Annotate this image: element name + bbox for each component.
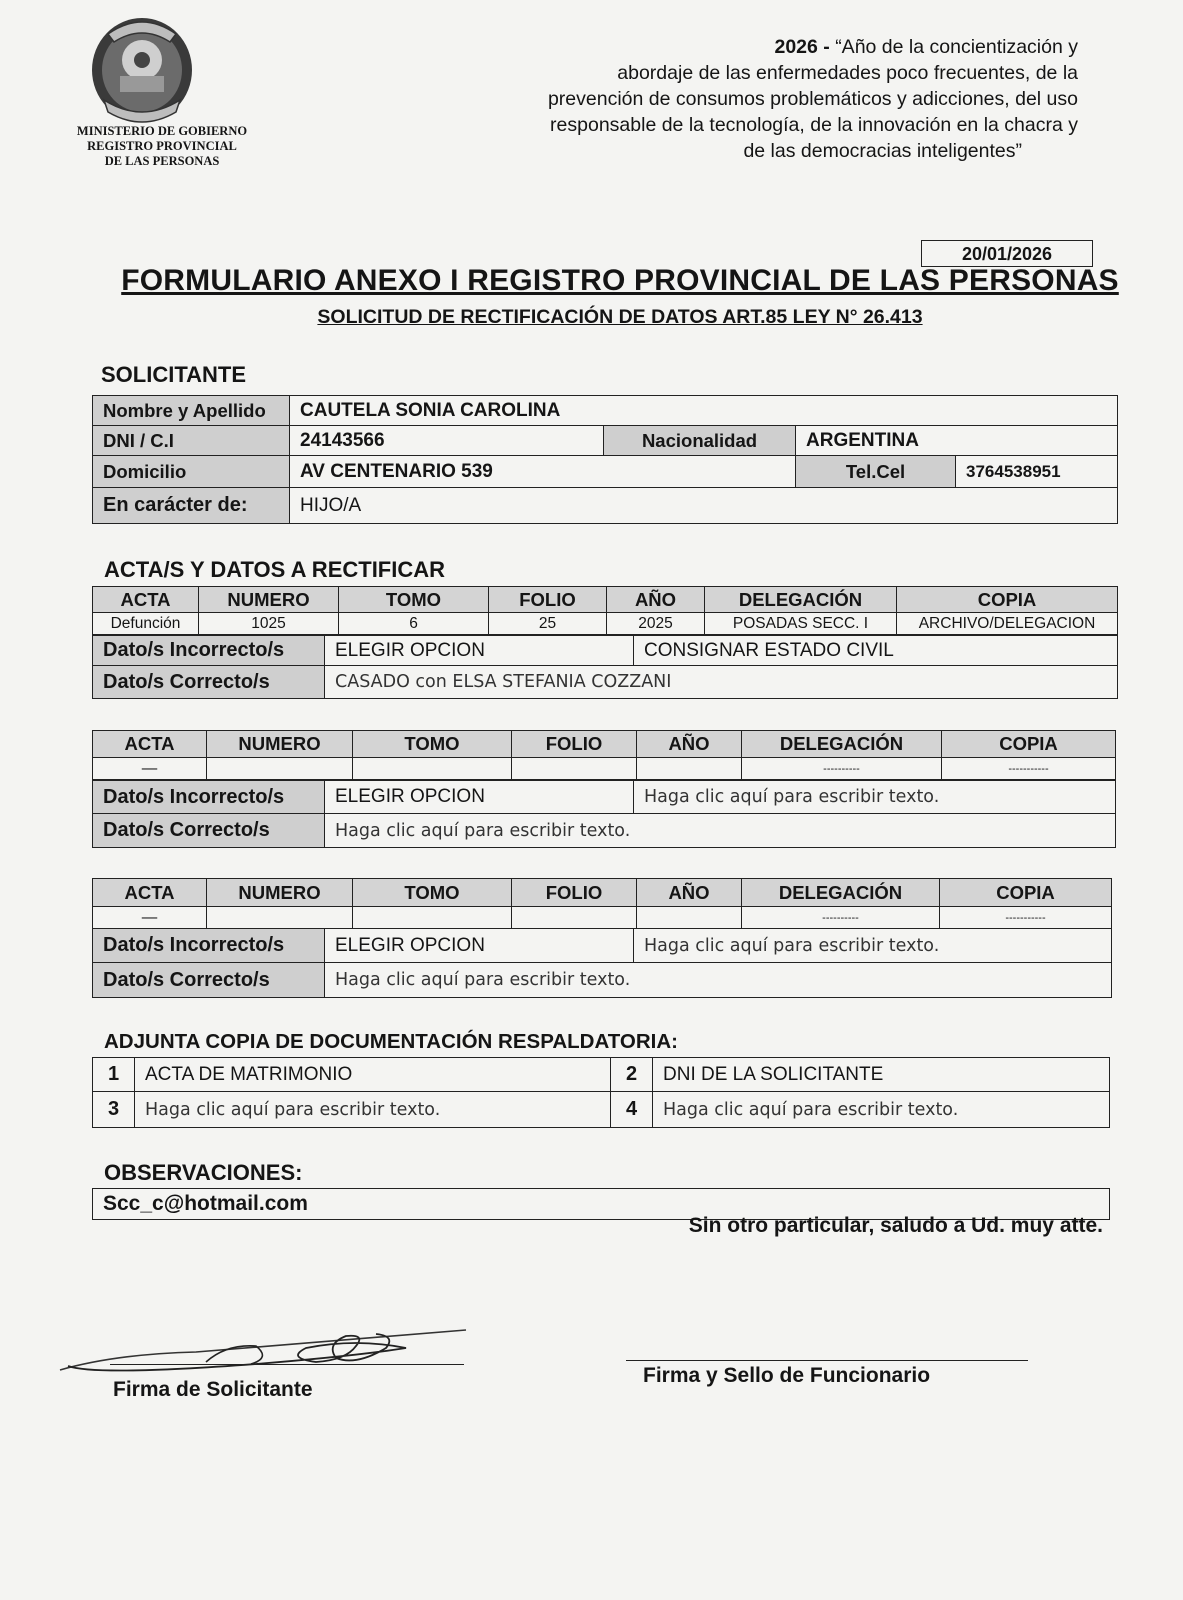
col-numero: NUMERO — [207, 731, 353, 758]
form-subtitle: SOLICITUD DE RECTIFICACIÓN DE DATOS ART.85 LEY N° 26.413 — [317, 306, 923, 328]
doc-item-field[interactable]: DNI DE LA SOLICITANTE — [653, 1058, 1110, 1092]
correctos-label: Dato/s Correcto/s — [93, 666, 325, 699]
slogan-line: abordaje de las enfermedades poco frecuentes, de la — [617, 62, 1078, 84]
correct-data-field[interactable]: CASADO con ELSA STEFANIA COZZANI — [325, 666, 1118, 699]
col-copia: COPIA — [897, 587, 1118, 613]
incorrect-data-field[interactable]: Haga clic aquí para escribir texto. — [634, 929, 1112, 963]
incorrect-option-select[interactable]: ELEGIR OPCION — [325, 929, 634, 963]
incorrect-data-field[interactable]: Haga clic aquí para escribir texto. — [634, 781, 1116, 814]
form-title: FORMULARIO ANEXO I REGISTRO PROVINCIAL DE LAS PERSONAS — [121, 264, 1119, 297]
col-delegacion: DELEGACIÓN — [742, 731, 942, 758]
anio-cell[interactable] — [637, 907, 742, 929]
slogan-year: 2026 - — [774, 36, 830, 58]
doc-number: 4 — [611, 1092, 653, 1128]
signature-line-solicitante — [110, 1364, 464, 1365]
nombre-field[interactable]: CAUTELA SONIA CAROLINA — [290, 396, 1118, 426]
caracter-field[interactable]: HIJO/A — [290, 488, 1118, 524]
col-folio: FOLIO — [489, 587, 607, 613]
date-field[interactable]: 20/01/2026 — [921, 240, 1093, 267]
copia-cell[interactable]: ----------- — [940, 907, 1112, 929]
slogan-line: “Año de la concientización y — [835, 36, 1078, 58]
domicilio-field[interactable]: AV CENTENARIO 539 — [290, 456, 796, 488]
folio-cell[interactable] — [512, 758, 637, 780]
acta-datos-1 — [92, 635, 1118, 699]
col-delegacion: DELEGACIÓN — [705, 587, 897, 613]
solicitante-table — [92, 395, 1118, 524]
documentacion-heading: ADJUNTA COPIA DE DOCUMENTACIÓN RESPALDATORIA: — [104, 1030, 678, 1053]
nombre-label: Nombre y Apellido — [93, 396, 290, 426]
col-tomo: TOMO — [353, 879, 512, 907]
documentacion-table — [92, 1057, 1110, 1128]
correctos-label: Dato/s Correcto/s — [93, 963, 325, 998]
observaciones-field[interactable]: Scc_c@hotmail.com — [92, 1188, 1110, 1220]
tomo-cell[interactable] — [353, 758, 512, 780]
col-copia: COPIA — [942, 731, 1116, 758]
col-anio: AÑO — [637, 879, 742, 907]
delegacion-cell[interactable]: ---------- — [742, 758, 942, 780]
col-folio: FOLIO — [512, 879, 637, 907]
doc-number: 1 — [93, 1058, 135, 1092]
delegacion-cell[interactable]: POSADAS SECC. I — [705, 613, 897, 635]
numero-cell[interactable] — [207, 907, 353, 929]
doc-item-field[interactable]: Haga clic aquí para escribir texto. — [135, 1092, 611, 1128]
numero-cell[interactable] — [207, 758, 353, 780]
doc-item-field[interactable]: ACTA DE MATRIMONIO — [135, 1058, 611, 1092]
slogan-line: de las democracias inteligentes” — [743, 140, 1022, 162]
incorrectos-label: Dato/s Incorrecto/s — [93, 929, 325, 963]
telcel-field[interactable]: 3764538951 — [956, 456, 1118, 488]
dni-field[interactable]: 24143566 — [290, 426, 604, 456]
actas-heading: ACTA/S Y DATOS A RECTIFICAR — [104, 557, 446, 582]
nacionalidad-label: Nacionalidad — [604, 426, 796, 456]
dni-label: DNI / C.I — [93, 426, 290, 456]
incorrectos-label: Dato/s Incorrecto/s — [93, 636, 325, 666]
copia-cell[interactable]: ----------- — [942, 758, 1116, 780]
col-acta: ACTA — [93, 587, 199, 613]
col-numero: NUMERO — [207, 879, 353, 907]
acta-table-3 — [92, 878, 1112, 929]
col-numero: NUMERO — [199, 587, 339, 613]
tomo-cell[interactable]: 6 — [339, 613, 489, 635]
ministry-name — [52, 124, 272, 169]
acta-cell[interactable]: — — [93, 907, 207, 929]
domicilio-label: Domicilio — [93, 456, 290, 488]
acta-datos-3 — [92, 928, 1112, 998]
col-anio: AÑO — [637, 731, 742, 758]
col-copia: COPIA — [940, 879, 1112, 907]
acta-table-2 — [92, 730, 1116, 780]
col-delegacion: DELEGACIÓN — [742, 879, 940, 907]
correct-data-field[interactable]: Haga clic aquí para escribir texto. — [325, 814, 1116, 848]
incorrect-option-select[interactable]: ELEGIR OPCION — [325, 636, 634, 666]
copia-cell[interactable]: ARCHIVO/DELEGACION — [897, 613, 1118, 635]
anio-cell[interactable] — [637, 758, 742, 780]
folio-cell[interactable] — [512, 907, 637, 929]
acta-cell[interactable]: — — [93, 758, 207, 780]
solicitante-heading: SOLICITANTE — [101, 362, 247, 387]
col-folio: FOLIO — [512, 731, 637, 758]
incorrect-data-field[interactable]: CONSIGNAR ESTADO CIVIL — [634, 636, 1118, 666]
delegacion-cell[interactable]: ---------- — [742, 907, 940, 929]
col-acta: ACTA — [93, 879, 207, 907]
incorrectos-label: Dato/s Incorrecto/s — [93, 781, 325, 814]
closing-text: Sin otro particular, saludo a Ud. muy atte. — [688, 1214, 1103, 1237]
doc-number: 2 — [611, 1058, 653, 1092]
firma-solicitante-label: Firma de Solicitante — [113, 1378, 313, 1401]
correctos-label: Dato/s Correcto/s — [93, 814, 325, 848]
caracter-label: En carácter de: — [93, 488, 290, 524]
acta-datos-2 — [92, 780, 1116, 848]
telcel-label: Tel.Cel — [796, 456, 956, 488]
ministry-line: REGISTRO PROVINCIAL — [87, 139, 237, 153]
anio-cell[interactable]: 2025 — [607, 613, 705, 635]
folio-cell[interactable]: 25 — [489, 613, 607, 635]
province-seal-logo — [84, 14, 200, 126]
col-tomo: TOMO — [339, 587, 489, 613]
correct-data-field[interactable]: Haga clic aquí para escribir texto. — [325, 963, 1112, 998]
col-anio: AÑO — [607, 587, 705, 613]
incorrect-option-select[interactable]: ELEGIR OPCION — [325, 781, 634, 814]
doc-item-field[interactable]: Haga clic aquí para escribir texto. — [653, 1092, 1110, 1128]
year-slogan — [440, 34, 1078, 164]
acta-cell[interactable]: Defunción — [93, 613, 199, 635]
observaciones-heading: OBSERVACIONES: — [104, 1160, 303, 1185]
ministry-line: MINISTERIO DE GOBIERNO — [76, 124, 248, 138]
nacionalidad-field[interactable]: ARGENTINA — [796, 426, 1118, 456]
numero-cell[interactable]: 1025 — [199, 613, 339, 635]
ministry-line: DE LAS PERSONAS — [104, 154, 220, 168]
col-acta: ACTA — [93, 731, 207, 758]
firma-funcionario-label: Firma y Sello de Funcionario — [643, 1364, 931, 1387]
slogan-line: responsable de la tecnología, de la innovación en la chacra y — [550, 114, 1078, 136]
tomo-cell[interactable] — [353, 907, 512, 929]
col-tomo: TOMO — [353, 731, 512, 758]
slogan-line: prevención de consumos problemáticos y adicciones, del uso — [547, 88, 1078, 110]
acta-table-1 — [92, 586, 1118, 635]
doc-number: 3 — [93, 1092, 135, 1128]
signature-line-funcionario — [626, 1360, 1028, 1361]
